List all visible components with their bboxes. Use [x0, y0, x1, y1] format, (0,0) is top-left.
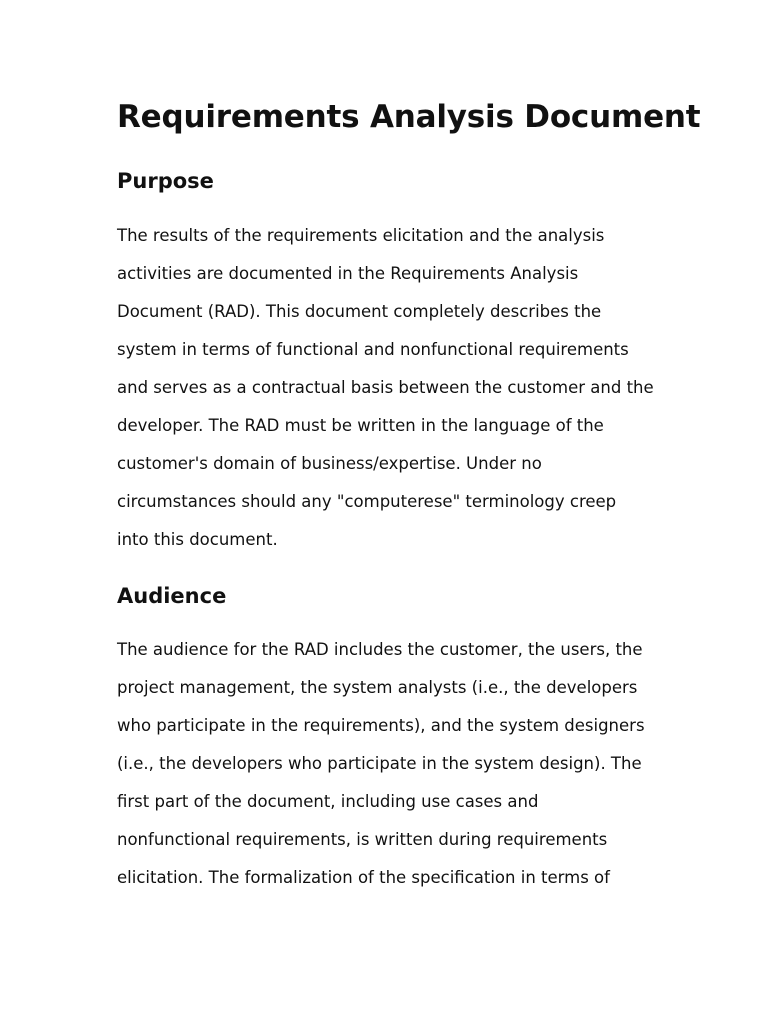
audience-line: project management, the system analysts (i.e., the developers — [117, 678, 638, 697]
purpose-line: and serves as a contractual basis between the customer and the — [117, 378, 654, 397]
purpose-line: developer. The RAD must be written in the language of the — [117, 416, 604, 435]
purpose-line: The results of the requirements elicitation and the analysis — [117, 226, 605, 245]
audience-line: elicitation. The formalization of the specification in terms of — [117, 868, 610, 887]
purpose-line: circumstances should any "computerese" terminology creep — [117, 492, 617, 511]
document-title: Requirements Analysis Document — [117, 99, 701, 135]
audience-line: who participate in the requirements), and the system designers — [117, 716, 645, 735]
audience-line: nonfunctional requirements, is written during requirements — [117, 830, 608, 849]
purpose-line: customer's domain of business/expertise. Under no — [117, 454, 542, 473]
purpose-heading: Purpose — [117, 169, 214, 193]
purpose-line: activities are documented in the Requirements Analysis — [117, 264, 579, 283]
purpose-paragraph — [117, 217, 665, 559]
audience-line: (i.e., the developers who participate in the system design). The — [117, 754, 642, 773]
audience-paragraph — [117, 631, 665, 897]
purpose-line: system in terms of functional and nonfunctional requirements — [117, 340, 629, 359]
purpose-section — [117, 166, 768, 559]
audience-line: first part of the document, including use cases and — [117, 792, 539, 811]
purpose-line: into this document. — [117, 530, 278, 549]
audience-line: The audience for the RAD includes the customer, the users, the — [117, 640, 643, 659]
audience-section — [117, 581, 768, 897]
purpose-line: Document (RAD). This document completely describes the — [117, 302, 602, 321]
audience-heading: Audience — [117, 584, 227, 608]
